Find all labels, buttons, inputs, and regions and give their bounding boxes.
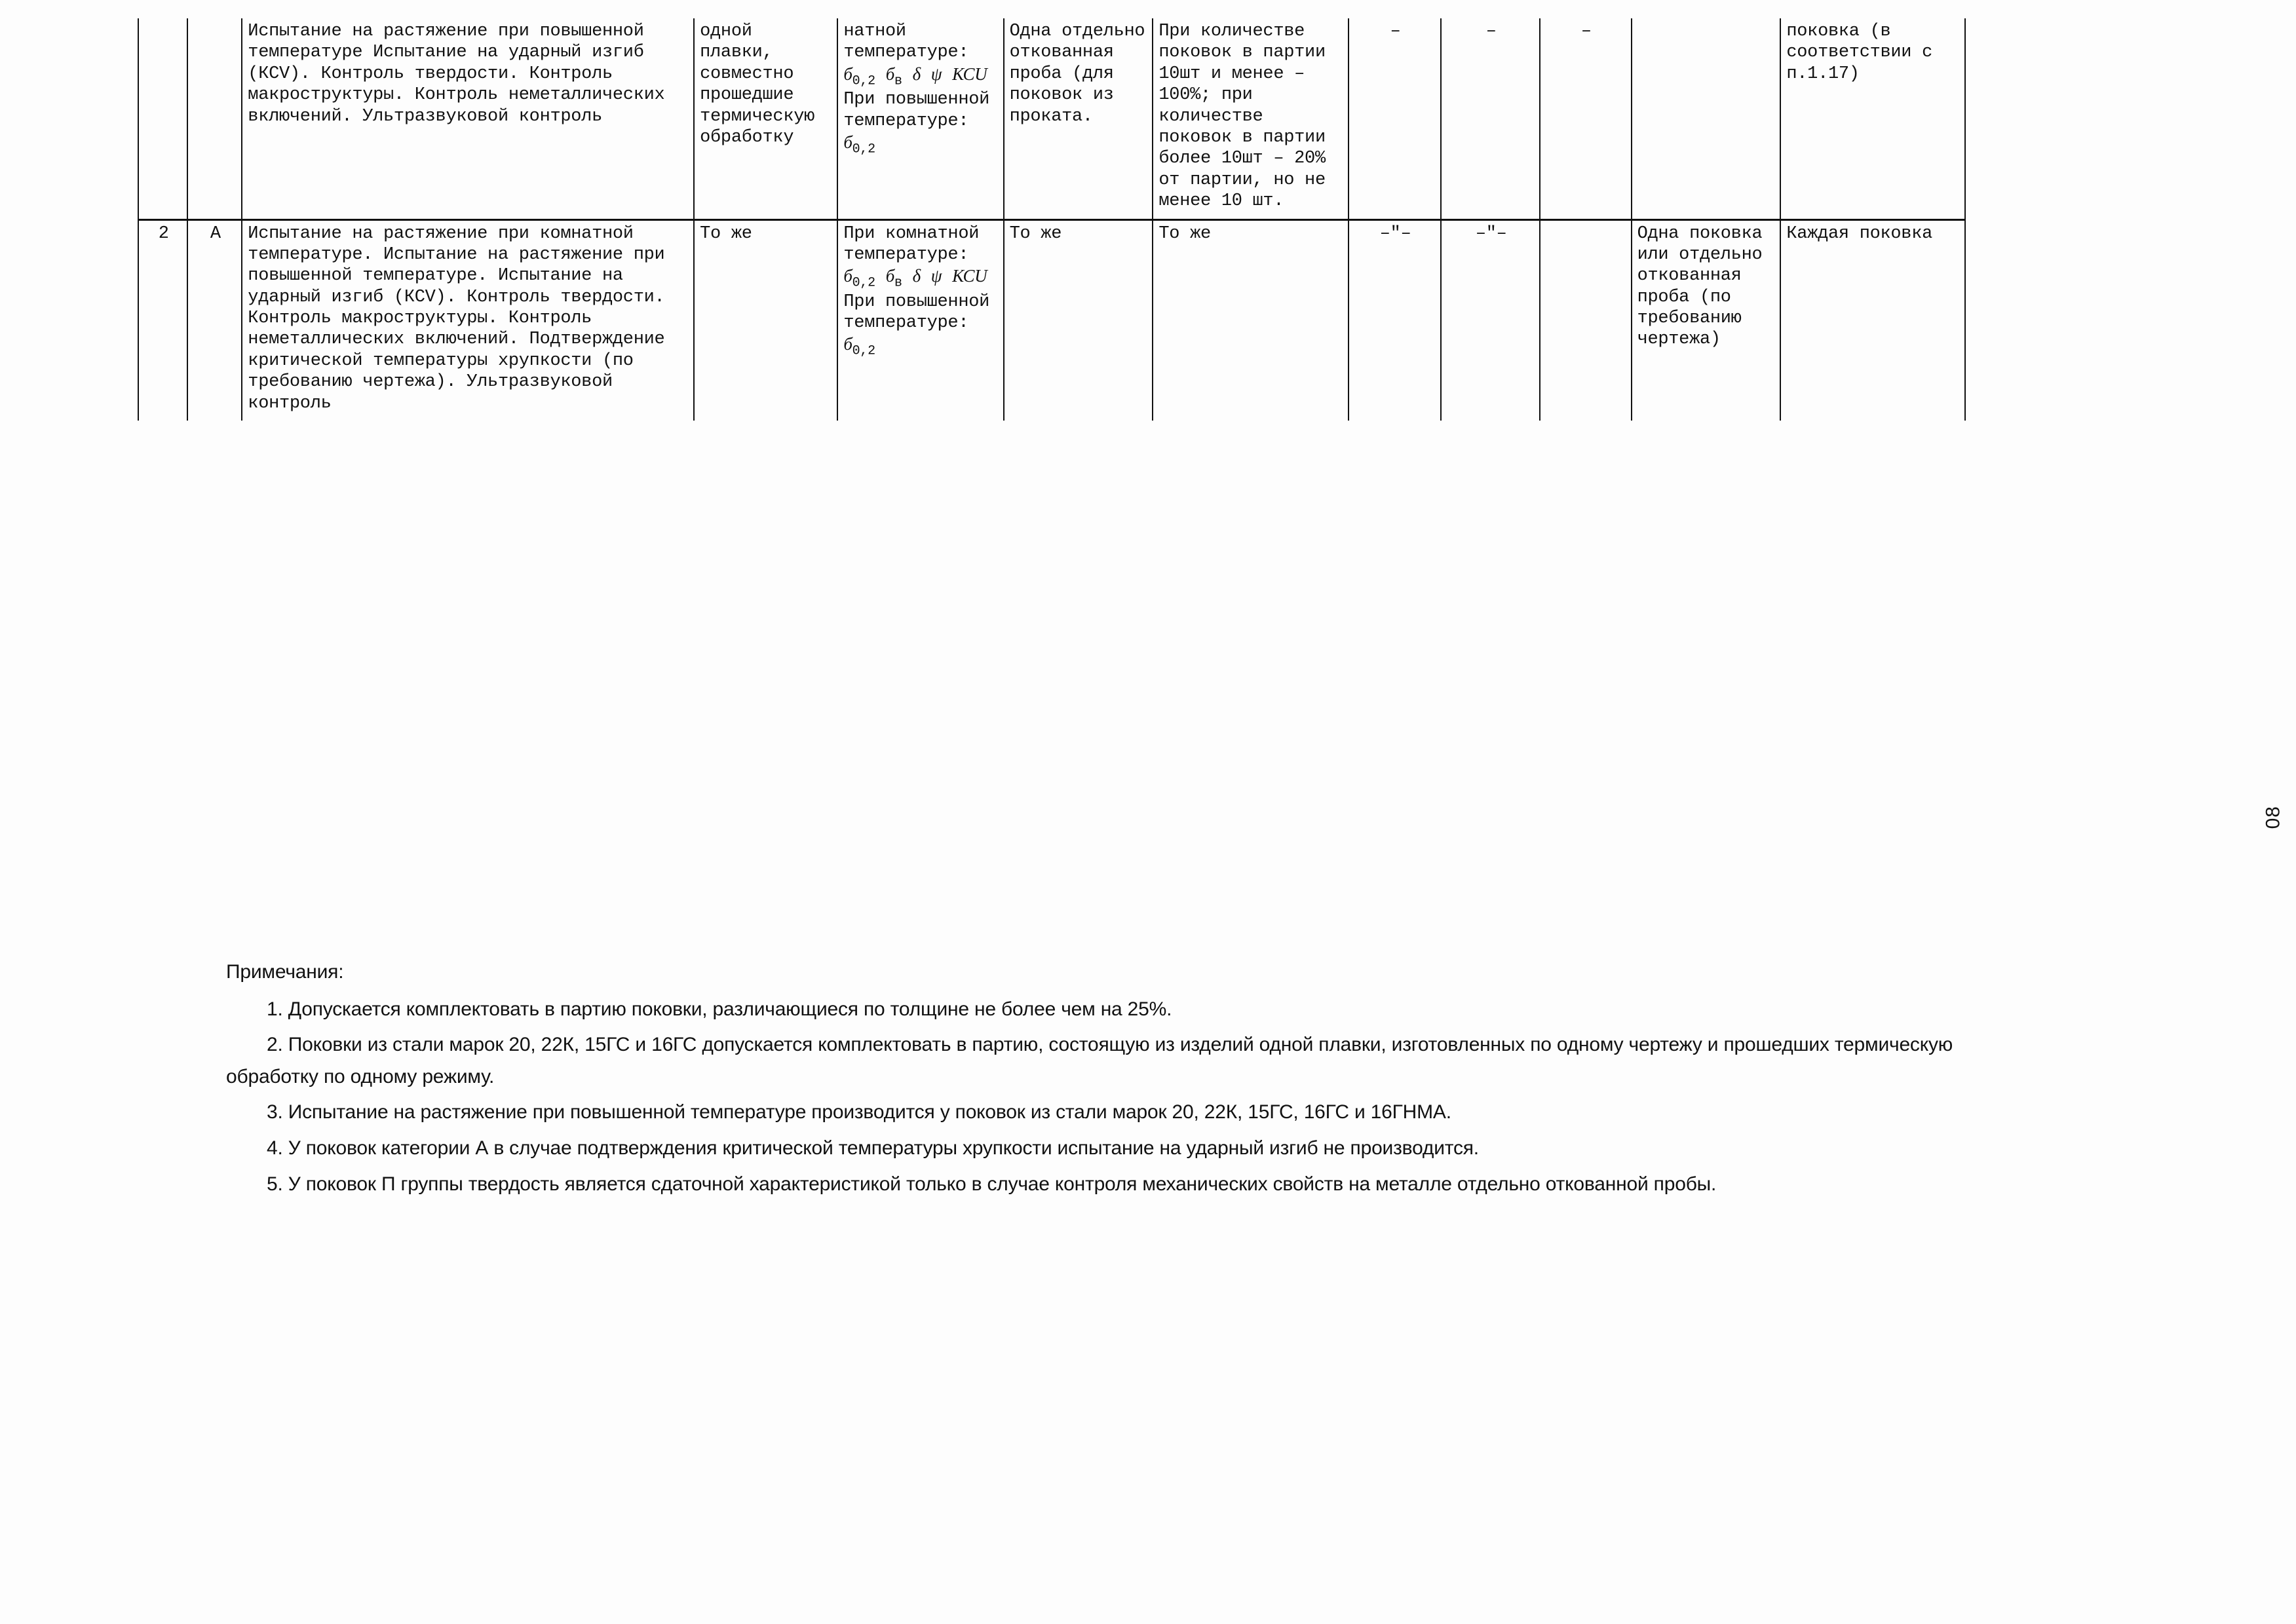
symbol-sigma-02-hot-sub: 0,2 (852, 142, 875, 157)
requirements-table (138, 18, 1966, 421)
properties-pre: натной температуре: (843, 22, 969, 63)
symbol-sigma-02-sub: 0,2 (852, 275, 875, 291)
row-tests: Испытание на растяжение при повышенной температуре Испытание на ударный изгиб (КСV). Контроль твердости. Контроль макроструктуры. Контроль неметаллических включений. Ультразвуковой контроль (242, 18, 694, 219)
properties-pre: При комнатной температуре: (843, 223, 980, 265)
table-row (138, 18, 1965, 219)
notes-section (226, 956, 1999, 1204)
row-category (187, 18, 242, 219)
symbol-sigma-02: б (843, 266, 852, 286)
page-number: 08 (2262, 806, 2284, 829)
symbol-sigma-02-hot: б (843, 132, 852, 152)
properties-mid: При повышенной температуре: (843, 292, 990, 333)
row-col9: –"– (1441, 219, 1540, 421)
symbol-sigma-v-sub: в (894, 275, 902, 291)
row-col8: –"– (1349, 219, 1441, 421)
row-col10 (1540, 219, 1632, 421)
symbol-sigma-v: б (885, 266, 894, 286)
row-sample: Одна отдельно откованная проба (для поковок из проката. (1004, 18, 1153, 219)
symbol-sigma-02-hot: б (843, 334, 852, 354)
symbol-kcu: КСU (952, 266, 987, 286)
symbol-sigma-v: б (885, 64, 894, 84)
row-count: То же (1153, 219, 1349, 421)
row-category: А (187, 219, 242, 421)
row-number (138, 18, 187, 219)
symbol-sigma-02: б (843, 64, 852, 84)
row-forging: Одна поковка или отдельно откованная проба (по требованию чертежа) (1632, 219, 1781, 421)
note-item-5: 5. У поковок П группы твердость является сдаточной характеристикой только в случае контроля механических свойств на металле отдельно откованной пробы. (267, 1173, 1717, 1195)
symbol-psi: ψ (930, 64, 942, 84)
row-tests: Испытание на растяжение при комнатной температуре. Испытание на растяжение при повышенной температуре. Испытание на ударный изгиб (КСV). Контроль твердости. Контроль макроструктуры. Контроль неметаллических включений. Подтверждение критической температуры хрупкости (по требованию чертежа). Ультразвуковой контроль (242, 219, 694, 421)
row-last: Каждая поковка (1780, 219, 1965, 421)
symbol-kcu: КСU (952, 64, 987, 84)
row-forging (1632, 18, 1781, 219)
row-last: поковка (в соответствии с п.1.17) (1780, 18, 1965, 219)
row-col9: – (1441, 18, 1540, 219)
row-melt: одной плавки, совместно прошедшие термическую обработку (694, 18, 837, 219)
row-col10: – (1540, 18, 1632, 219)
row-properties (837, 219, 1003, 421)
notes-title: Примечания: (226, 961, 344, 983)
properties-mid: При повышенной температуре: (843, 90, 990, 131)
symbol-delta: δ (912, 64, 921, 84)
row-melt: То же (694, 219, 837, 421)
symbol-psi: ψ (930, 266, 942, 286)
row-number: 2 (138, 219, 187, 421)
symbol-sigma-02-sub: 0,2 (852, 73, 875, 89)
table-row (138, 219, 1965, 421)
symbol-delta: δ (912, 266, 921, 286)
note-item-4: 4. У поковок категории А в случае подтверждения критической температуры хрупкости испытание на ударный изгиб не производится. (267, 1137, 1479, 1159)
note-item-1: 1. Допускается комплектовать в партию поковки, различающиеся по толщине не более чем на 25%. (267, 998, 1172, 1020)
row-col8: – (1349, 18, 1441, 219)
symbol-sigma-02-hot-sub: 0,2 (852, 343, 875, 359)
symbol-sigma-v-sub: в (894, 73, 902, 89)
row-count: При количестве поковок в партии 10шт и менее – 100%; при количестве поковок в партии более 10шт – 20% от партии, но не менее 10 шт. (1153, 18, 1349, 219)
note-item-2: 2. Поковки из стали марок 20, 22К, 15ГС и 16ГС допускается комплектовать в партию, состоящую из изделий одной плавки, изготовленных по одному чертежу и прошедших термическую обработку по одному режиму. (226, 1034, 1953, 1087)
note-item-3: 3. Испытание на растяжение при повышенной температуре производится у поковок из стали марок 20, 22К, 15ГС, 16ГС и 16ГНМА. (267, 1101, 1451, 1124)
row-properties (837, 18, 1003, 219)
row-sample: То же (1004, 219, 1153, 421)
